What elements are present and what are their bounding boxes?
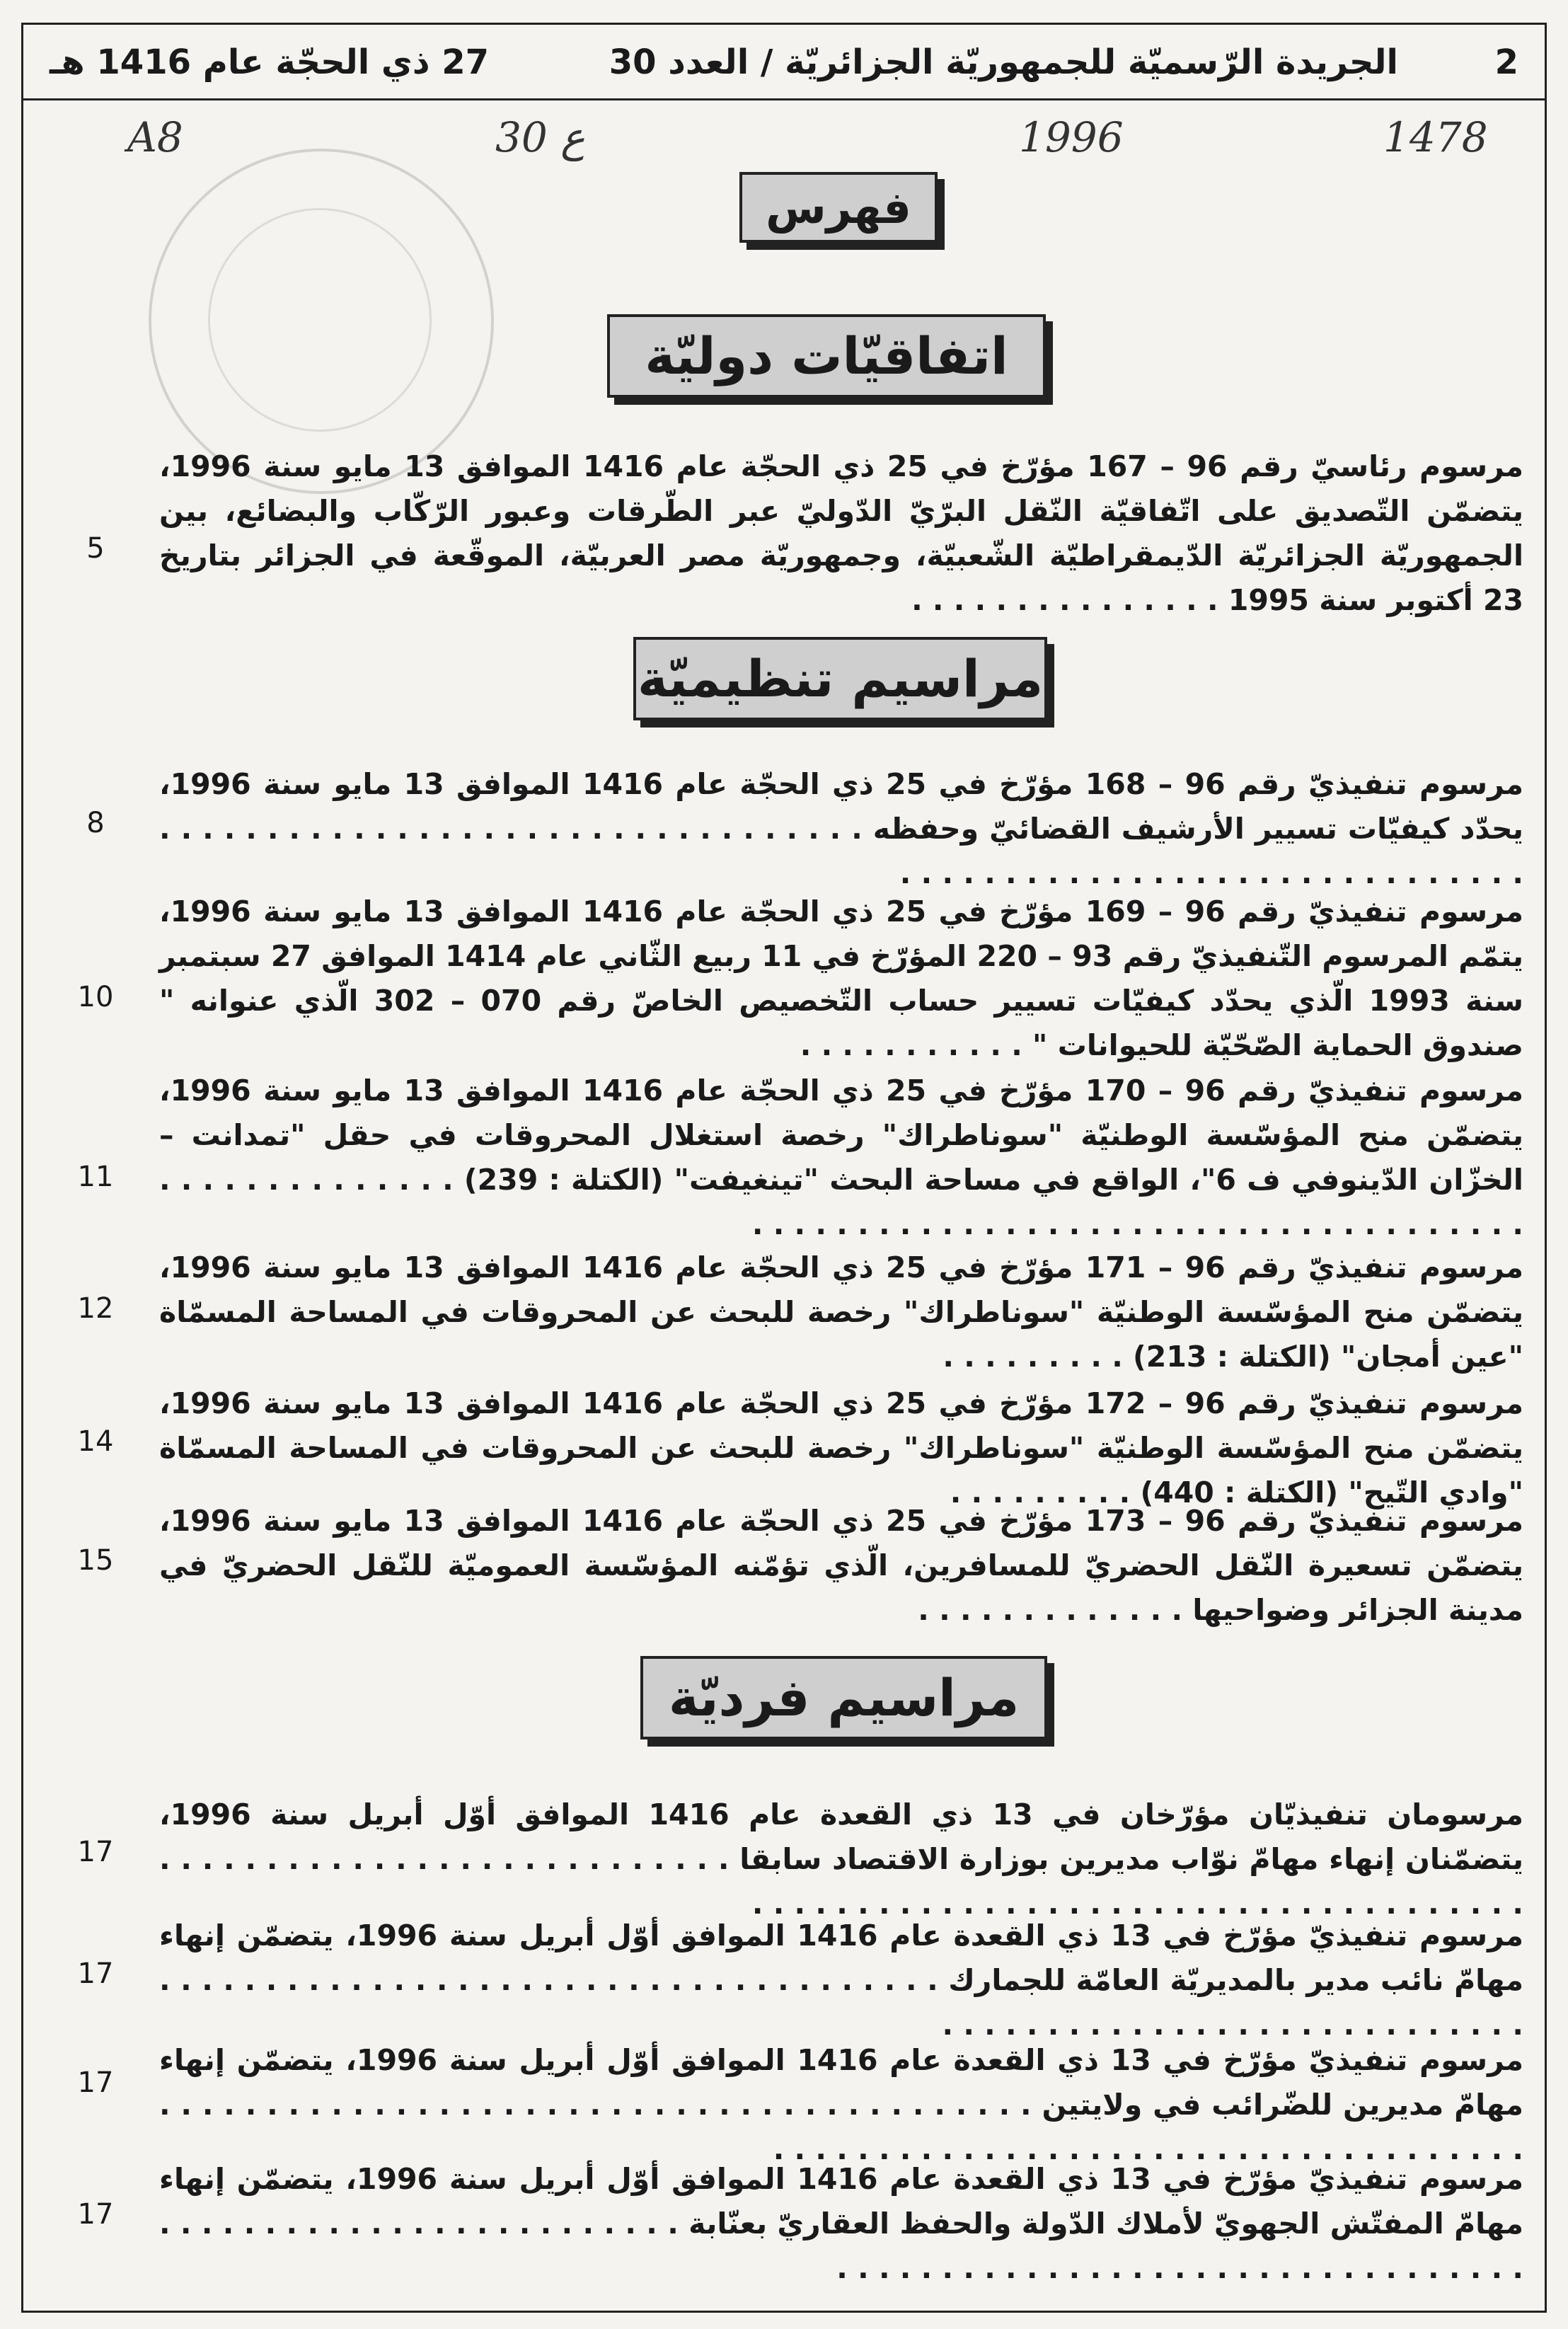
section-international-agreements: اتفاقيّات دوليّة bbox=[607, 314, 1046, 398]
page-header bbox=[21, 23, 1547, 100]
toc-entry: مرسوم تنفيذيّ رقم 96 – 168 مؤرّخ في 25 ذي الحجّة عام 1416 الموافق 13 مايو سنة 1996، يحدّد كيفيّات تسيير الأرشيف القضائيّ وحفظه . . . . . . . . . . . . . . . . . . . . . . . . . . . . . . . . . . . . . . . . . . . . . . . . . . . . . . . . . . . . . . . bbox=[159, 767, 1524, 890]
toc-page-number: 17 bbox=[77, 2066, 114, 2099]
header-page-number: 2 bbox=[1494, 42, 1518, 82]
toc-page-number: 12 bbox=[77, 1292, 114, 1325]
toc-page-number: 15 bbox=[77, 1544, 114, 1577]
toc-entry: مرسوم تنفيذيّ مؤرّخ في 13 ذي القعدة عام 1416 الموافق أوّل أبريل سنة 1996، يتضمّن إنهاء مهامّ المفتّش الجهويّ لأملاك الدّولة والحفظ العقاريّ بعنّابة . . . . . . . . . . . . . . . . . . . . . . . . . . . . . . . . . . . . . . . . . . . . . . . . . . . . . . . . . . bbox=[159, 2162, 1523, 2285]
toc-page-number: 11 bbox=[77, 1161, 114, 1193]
toc-page-number: 17 bbox=[77, 1957, 114, 1990]
handwritten-code: A8 bbox=[127, 113, 183, 161]
index-title: فهرس bbox=[739, 172, 938, 243]
toc-page-number: 17 bbox=[77, 1836, 114, 1868]
handwritten-serial: 1478 bbox=[1383, 113, 1488, 161]
header-journal-title: الجريدة الرّسميّة للجمهوريّة الجزائريّة / العدد 30 bbox=[609, 42, 1398, 82]
toc-page-number: 14 bbox=[77, 1425, 114, 1458]
toc-entry: مرسوم تنفيذيّ رقم 96 – 169 مؤرّخ في 25 ذي الحجّة عام 1416 الموافق 13 مايو سنة 1996، يتمّم المرسوم التّنفيذيّ رقم 93 – 220 المؤرّخ في 11 ربيع الثّاني عام 1414 الموافق 27 سبتمبر سنة 1993 الّذي يحدّد كيفيّات تسيير حساب التّخصيص الخاصّ رقم 070 – 302 الّذي عنوانه " صندوق الحماية الصّحّيّة للحيوانات " . . . . . . . . . . . bbox=[159, 895, 1524, 1062]
toc-page-number: 10 bbox=[77, 981, 114, 1013]
toc-entry: مرسوم تنفيذيّ رقم 96 – 173 مؤرّخ في 25 ذي الحجّة عام 1416 الموافق 13 مايو سنة 1996، يتضمّن تسعيرة النّقل الحضريّ للمسافرين، الّذي تؤمّنه المؤسّسة العموميّة للنّقل الحضريّ في مدينة الجزائر وضواحيها . . . . . . . . . . . . . bbox=[159, 1504, 1524, 1627]
section-regulatory-decrees: مراسيم تنظيميّة bbox=[633, 637, 1047, 720]
toc-entry: مرسومان تنفيذيّان مؤرّخان في 13 ذي القعدة عام 1416 الموافق أوّل أبريل سنة 1996، يتضمّنان إنهاء مهامّ نوّاب مديرين بوزارة الاقتصاد سابقا . . . . . . . . . . . . . . . . . . . . . . . . . . . . . . . . . . . . . . . . . . . . . . . . . . . . . . . . . . . . . . . . bbox=[159, 1798, 1523, 1921]
handwritten-year: 1996 bbox=[1019, 113, 1124, 161]
toc-entry: مرسوم رئاسيّ رقم 96 – 167 مؤرّخ في 25 ذي الحجّة عام 1416 الموافق 13 مايو سنة 1996، يتضمّن التّصديق على اتّفاقيّة النّقل البرّيّ الدّوليّ عبر الطّرقات وعبور الرّكّاب والبضائع، بين الجمهوريّة الجزائريّة الدّيمقراطيّة الشّعبيّة، وجمهوريّة مصر العربيّة، الموقّعة في الجزائر بتاريخ 23 أكتوبر سنة 1995 . . . . . . . . . . . . . . . bbox=[159, 449, 1524, 617]
handwritten-issue: 30 ع bbox=[495, 113, 585, 161]
header-date: 27 ذي الحجّة عام 1416 هـ bbox=[50, 42, 490, 82]
toc-page-number: 17 bbox=[77, 2198, 114, 2231]
toc-entry: مرسوم تنفيذيّ رقم 96 – 171 مؤرّخ في 25 ذي الحجّة عام 1416 الموافق 13 مايو سنة 1996، يتضمّن منح المؤسّسة الوطنيّة "سوناطراك" رخصة للبحث عن المحروقات في المساحة المسمّاة "عين أمجان" (الكتلة : 213) . . . . . . . . . bbox=[159, 1250, 1524, 1374]
toc-entry: مرسوم تنفيذيّ رقم 96 – 170 مؤرّخ في 25 ذي الحجّة عام 1416 الموافق 13 مايو سنة 1996، يتضمّن منح المؤسّسة الوطنيّة "سوناطراك" رخصة استغلال المحروقات في حقل "تمدانت – الخزّان الدّينوفي ف 6"، الواقع في مساحة البحث "تينغيفت" (الكتلة : 239) . . . . . . . . . . . . . . . . . . . . . . . . . . . . . . . . . . . . . . . . . . . . . . . . . . . bbox=[159, 1074, 1524, 1241]
archive-stamp bbox=[149, 149, 494, 494]
toc-entry: مرسوم تنفيذيّ رقم 96 – 172 مؤرّخ في 25 ذي الحجّة عام 1416 الموافق 13 مايو سنة 1996، يتضمّن منح المؤسّسة الوطنيّة "سوناطراك" رخصة للبحث عن المحروقات في المساحة المسمّاة "وادي التّيح" (الكتلة : 440) . . . . . . . . . bbox=[159, 1386, 1524, 1509]
toc-page-number: 8 bbox=[86, 807, 105, 839]
toc-entry: مرسوم تنفيذيّ مؤرّخ في 13 ذي القعدة عام 1416 الموافق أوّل أبريل سنة 1996، يتضمّن إنهاء مهامّ نائب مدير بالمديريّة العامّة للجمارك . . . . . . . . . . . . . . . . . . . . . . . . . . . . . . . . . . . . . . . . . . . . . . . . . . . . . . . . . . . . . . . . . bbox=[159, 1919, 1523, 2042]
toc-page-number: 5 bbox=[86, 532, 105, 565]
toc-entry: مرسوم تنفيذيّ مؤرّخ في 13 ذي القعدة عام 1416 الموافق أوّل أبريل سنة 1996، يتضمّن إنهاء مهامّ مديرين للضّرائب في ولايتين . . . . . . . . . . . . . . . . . . . . . . . . . . . . . . . . . . . . . . . . . . . . . . . . . . . . . . . . . . . . . . . . . . . . . . . . . . . . . bbox=[159, 2043, 1523, 2166]
section-individual-decrees: مراسيم فرديّة bbox=[640, 1656, 1047, 1739]
